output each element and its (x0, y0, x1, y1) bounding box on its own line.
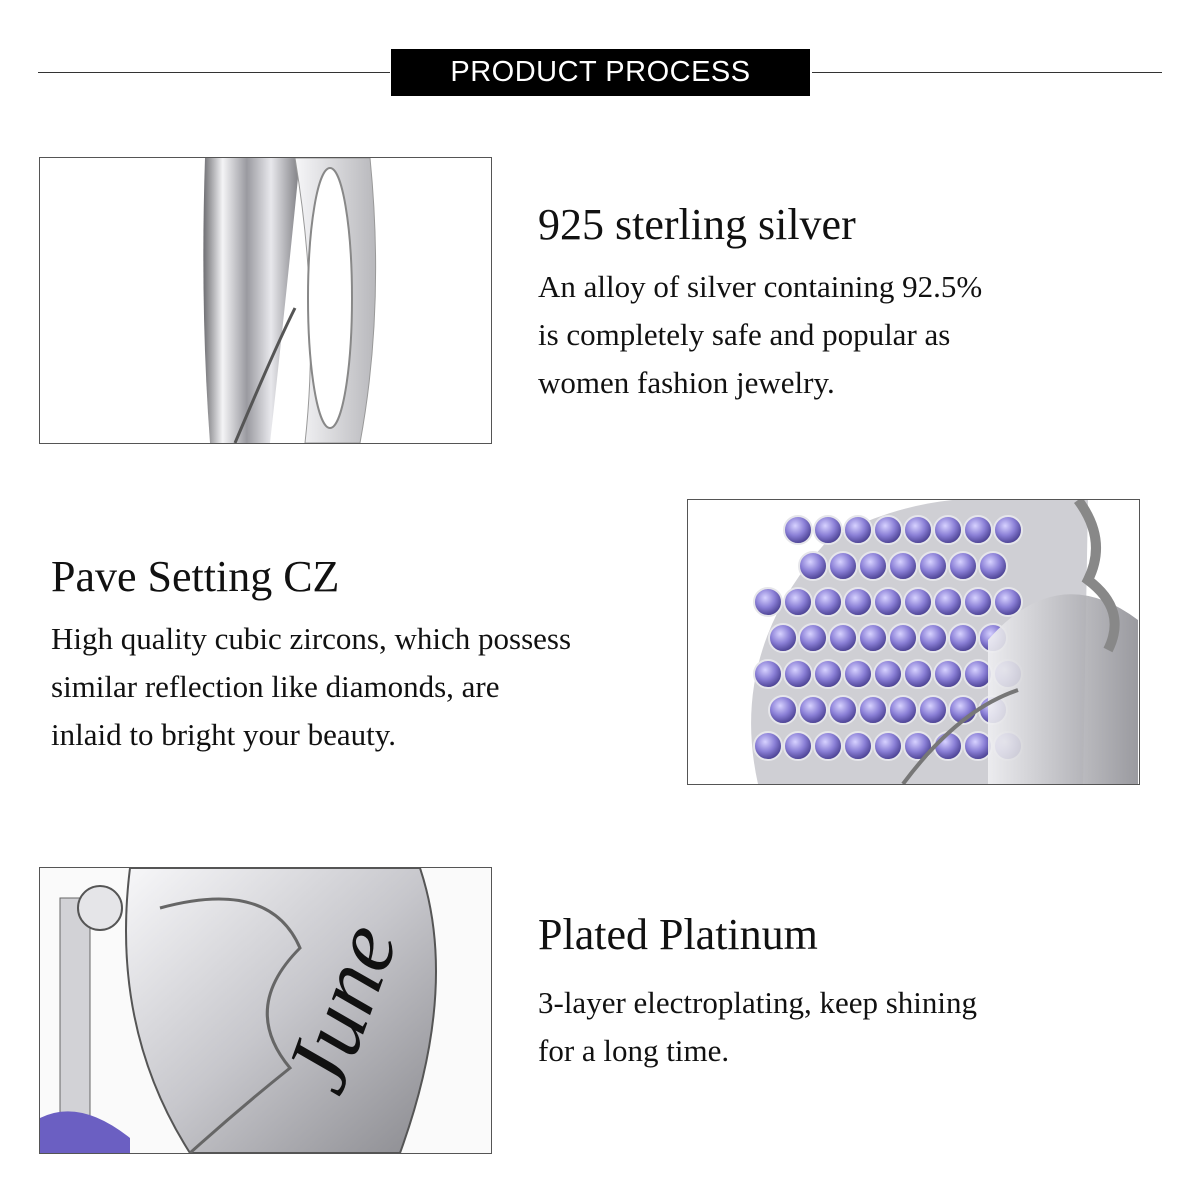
cz-stone (859, 696, 887, 724)
cz-stone (784, 660, 812, 688)
cz-stone (754, 588, 782, 616)
cz-stone (904, 588, 932, 616)
cz-stone (964, 588, 992, 616)
feature-title: Plated Platinum (538, 910, 818, 959)
cz-stone (769, 696, 797, 724)
cz-stone (874, 660, 902, 688)
cz-stone (814, 732, 842, 760)
cz-stone (949, 624, 977, 652)
cz-stone (859, 552, 887, 580)
cz-stone (919, 696, 947, 724)
divider-right (812, 72, 1162, 73)
cz-stone (919, 624, 947, 652)
feature-description: High quality cubic zircons, which possess similar reflection like diamonds, are inlaid to bright your beauty. (51, 621, 572, 752)
cz-stone (814, 588, 842, 616)
cz-stone (784, 588, 812, 616)
cz-stone (784, 516, 812, 544)
feature-description: An alloy of silver containing 92.5% is completely safe and popular as women fashion jewelry. (538, 269, 983, 400)
engraved-heart-image (39, 867, 492, 1154)
cz-stone (964, 732, 992, 760)
cz-stone (799, 624, 827, 652)
cz-stone (874, 732, 902, 760)
cz-stone (874, 516, 902, 544)
cz-stone (814, 516, 842, 544)
cz-stone (859, 624, 887, 652)
cz-stone (904, 516, 932, 544)
cz-stone (844, 732, 872, 760)
section-banner (391, 49, 810, 96)
feature-description: 3-layer electroplating, keep shining for a long time. (538, 985, 978, 1068)
cz-stone (844, 588, 872, 616)
cz-stone (934, 588, 962, 616)
cz-stone (979, 552, 1007, 580)
feature-plated-platinum (538, 909, 977, 1075)
feature-pave-setting (51, 551, 571, 759)
cz-stone (889, 552, 917, 580)
feature-sterling-silver (538, 199, 982, 407)
cz-stone (874, 588, 902, 616)
cz-stone (919, 552, 947, 580)
banner-title: PRODUCT PROCESS (450, 56, 751, 88)
cz-stone (799, 696, 827, 724)
feature-title: 925 sterling silver (538, 200, 856, 249)
feature-title: Pave Setting CZ (51, 552, 340, 601)
cz-stone (964, 516, 992, 544)
cz-stone (934, 732, 962, 760)
cz-stone (829, 696, 857, 724)
cz-stone (799, 552, 827, 580)
cz-stone (844, 660, 872, 688)
divider-left (38, 72, 390, 73)
engraving-text: June (265, 911, 417, 1105)
cz-stone (754, 660, 782, 688)
cz-stone (769, 624, 797, 652)
pave-stones-image (687, 499, 1140, 785)
cz-stone (934, 516, 962, 544)
cz-stone (949, 552, 977, 580)
cz-stone (784, 732, 812, 760)
cz-stone (994, 516, 1022, 544)
cz-stone (829, 552, 857, 580)
cz-stone (829, 624, 857, 652)
cz-stone (889, 624, 917, 652)
cz-stone (844, 516, 872, 544)
cz-stone (814, 660, 842, 688)
cz-stone (934, 660, 962, 688)
cz-stone (754, 732, 782, 760)
cz-stone (964, 660, 992, 688)
cz-stone (994, 588, 1022, 616)
silver-charm-image (39, 157, 492, 444)
cz-stone (904, 660, 932, 688)
cz-stone (889, 696, 917, 724)
